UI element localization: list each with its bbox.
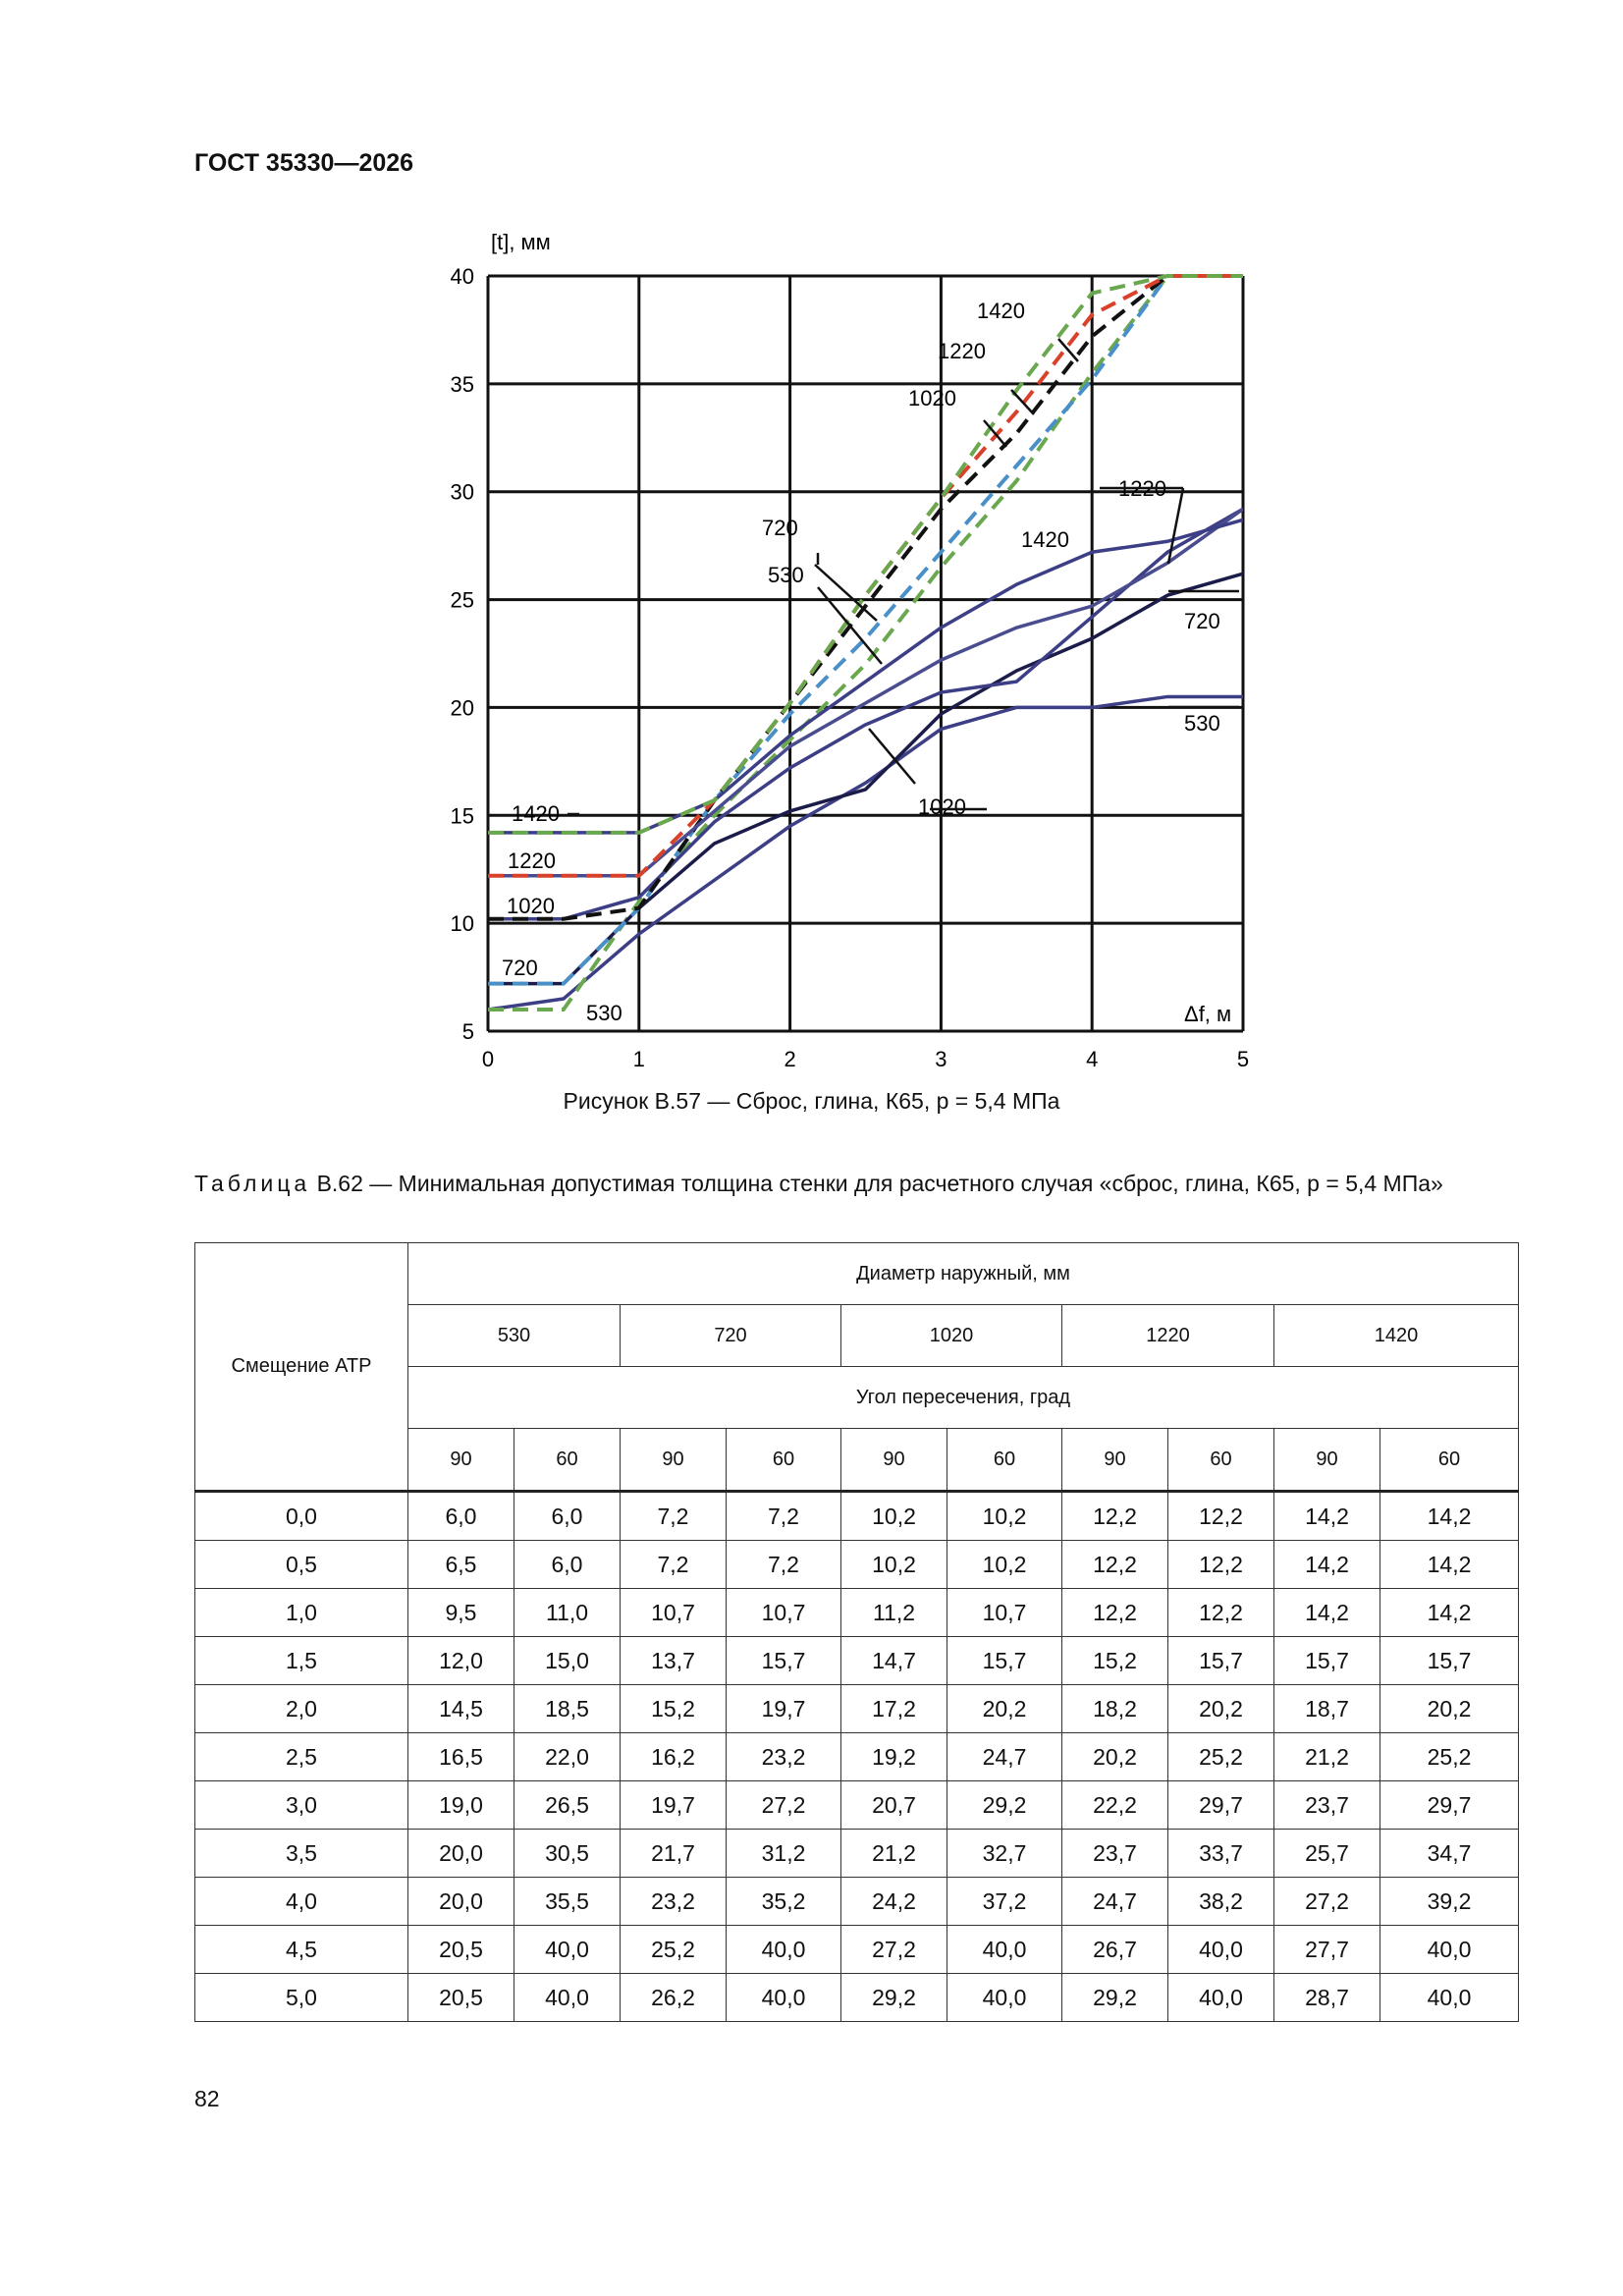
value-cell: 40,0 bbox=[947, 1926, 1062, 1974]
y-tick-label: 25 bbox=[450, 587, 474, 613]
table-row bbox=[195, 1830, 1519, 1878]
value-cell: 20,2 bbox=[947, 1685, 1062, 1733]
angle-header: Угол пересечения, град bbox=[408, 1367, 1519, 1429]
value-cell: 10,7 bbox=[727, 1589, 841, 1637]
table-row bbox=[195, 1878, 1519, 1926]
value-cell: 24,2 bbox=[841, 1878, 947, 1926]
table-row bbox=[195, 1781, 1519, 1830]
value-cell: 20,7 bbox=[841, 1781, 947, 1830]
value-cell: 15,7 bbox=[1274, 1637, 1380, 1685]
y-tick-label: 5 bbox=[461, 1019, 474, 1044]
thickness-chart bbox=[0, 0, 1623, 1080]
value-cell: 23,7 bbox=[1062, 1830, 1168, 1878]
angle-cell: 90 bbox=[621, 1429, 727, 1492]
value-cell: 29,7 bbox=[1380, 1781, 1519, 1830]
offset-cell: 2,0 bbox=[195, 1685, 408, 1733]
value-cell: 21,2 bbox=[1274, 1733, 1380, 1781]
value-cell: 27,2 bbox=[1274, 1878, 1380, 1926]
value-cell: 19,0 bbox=[408, 1781, 514, 1830]
value-cell: 27,2 bbox=[727, 1781, 841, 1830]
value-cell: 29,7 bbox=[1168, 1781, 1274, 1830]
series-annotation: 1220 bbox=[508, 848, 556, 873]
value-cell: 22,0 bbox=[514, 1733, 621, 1781]
value-cell: 40,0 bbox=[514, 1926, 621, 1974]
table-row bbox=[195, 1926, 1519, 1974]
offset-cell: 1,5 bbox=[195, 1637, 408, 1685]
offset-cell: 0,5 bbox=[195, 1541, 408, 1589]
value-cell: 21,2 bbox=[841, 1830, 947, 1878]
series-annotation: 1020 bbox=[507, 894, 555, 918]
value-cell: 40,0 bbox=[514, 1974, 621, 2022]
value-cell: 26,2 bbox=[621, 1974, 727, 2022]
value-cell: 10,7 bbox=[621, 1589, 727, 1637]
value-cell: 14,2 bbox=[1274, 1589, 1380, 1637]
value-cell: 18,7 bbox=[1274, 1685, 1380, 1733]
value-cell: 29,2 bbox=[1062, 1974, 1168, 2022]
value-cell: 15,7 bbox=[1380, 1637, 1519, 1685]
series-line-1420-90 bbox=[488, 519, 1243, 833]
value-cell: 11,2 bbox=[841, 1589, 947, 1637]
value-cell: 34,7 bbox=[1380, 1830, 1519, 1878]
chart-annotations bbox=[502, 299, 1239, 1025]
series-line-530-90 bbox=[488, 696, 1243, 1010]
value-cell: 40,0 bbox=[727, 1926, 841, 1974]
value-cell: 12,2 bbox=[1168, 1589, 1274, 1637]
value-cell: 12,2 bbox=[1168, 1492, 1274, 1541]
x-tick-label: 0 bbox=[481, 1047, 495, 1071]
table-row bbox=[195, 1637, 1519, 1685]
value-cell: 20,5 bbox=[408, 1974, 514, 2022]
series-annotation: 1020 bbox=[918, 794, 966, 819]
value-cell: 25,7 bbox=[1274, 1830, 1380, 1878]
table-row bbox=[195, 1974, 1519, 2022]
series-annotation: 1220 bbox=[938, 339, 986, 363]
value-cell: 14,5 bbox=[408, 1685, 514, 1733]
value-cell: 23,2 bbox=[621, 1878, 727, 1926]
series-annotation: 530 bbox=[768, 563, 804, 587]
series-line-1020-90 bbox=[488, 509, 1243, 918]
value-cell: 40,0 bbox=[1168, 1974, 1274, 2022]
value-cell: 23,2 bbox=[727, 1733, 841, 1781]
diameter-720: 720 bbox=[621, 1305, 841, 1367]
series-annotation: 1020 bbox=[908, 386, 956, 410]
value-cell: 21,7 bbox=[621, 1830, 727, 1878]
x-tick-label: 5 bbox=[1236, 1047, 1250, 1071]
table-row bbox=[195, 1492, 1519, 1541]
angle-cell: 60 bbox=[514, 1429, 621, 1492]
value-cell: 30,5 bbox=[514, 1830, 621, 1878]
value-cell: 29,2 bbox=[841, 1974, 947, 2022]
x-axis-label: Δf, м bbox=[1184, 1002, 1232, 1026]
value-cell: 31,2 bbox=[727, 1830, 841, 1878]
y-tick-label: 30 bbox=[450, 479, 474, 505]
value-cell: 40,0 bbox=[1380, 1926, 1519, 1974]
offset-cell: 3,0 bbox=[195, 1781, 408, 1830]
diameter-1020: 1020 bbox=[841, 1305, 1062, 1367]
value-cell: 15,7 bbox=[947, 1637, 1062, 1685]
document-header: ГОСТ 35330—2026 bbox=[194, 149, 414, 177]
value-cell: 14,2 bbox=[1380, 1541, 1519, 1589]
value-cell: 26,5 bbox=[514, 1781, 621, 1830]
series-annotation: 1420 bbox=[977, 299, 1025, 323]
value-cell: 6,0 bbox=[408, 1492, 514, 1541]
value-cell: 20,2 bbox=[1062, 1733, 1168, 1781]
value-cell: 9,5 bbox=[408, 1589, 514, 1637]
value-cell: 12,0 bbox=[408, 1637, 514, 1685]
value-cell: 29,2 bbox=[947, 1781, 1062, 1830]
value-cell: 12,2 bbox=[1062, 1541, 1168, 1589]
value-cell: 20,5 bbox=[408, 1926, 514, 1974]
value-cell: 20,0 bbox=[408, 1830, 514, 1878]
offset-cell: 5,0 bbox=[195, 1974, 408, 2022]
value-cell: 7,2 bbox=[727, 1492, 841, 1541]
x-tick-label: 3 bbox=[935, 1047, 947, 1071]
series-annotation: 530 bbox=[586, 1001, 622, 1025]
value-cell: 10,2 bbox=[947, 1492, 1062, 1541]
value-cell: 22,2 bbox=[1062, 1781, 1168, 1830]
diameter-530: 530 bbox=[408, 1305, 621, 1367]
value-cell: 16,2 bbox=[621, 1733, 727, 1781]
table-body bbox=[195, 1492, 1519, 2022]
value-cell: 6,0 bbox=[514, 1541, 621, 1589]
series-line-1220-90 bbox=[488, 509, 1243, 876]
series-annotation: 720 bbox=[762, 516, 798, 540]
series-line-1220-60 bbox=[488, 276, 1243, 876]
value-cell: 10,2 bbox=[841, 1492, 947, 1541]
value-cell: 20,2 bbox=[1380, 1685, 1519, 1733]
y-tick-label: 35 bbox=[450, 371, 474, 397]
value-cell: 12,2 bbox=[1062, 1589, 1168, 1637]
angle-cell: 60 bbox=[1380, 1429, 1519, 1492]
x-tick-label: 2 bbox=[784, 1047, 796, 1071]
angle-cell: 60 bbox=[947, 1429, 1062, 1492]
series-line-1420-60 bbox=[488, 276, 1243, 833]
value-cell: 7,2 bbox=[621, 1492, 727, 1541]
diameter-1420: 1420 bbox=[1274, 1305, 1519, 1367]
value-cell: 18,2 bbox=[1062, 1685, 1168, 1733]
value-cell: 14,2 bbox=[1380, 1589, 1519, 1637]
table-row bbox=[195, 1589, 1519, 1637]
value-cell: 28,7 bbox=[1274, 1974, 1380, 2022]
value-cell: 14,7 bbox=[841, 1637, 947, 1685]
value-cell: 10,7 bbox=[947, 1589, 1062, 1637]
chart-grid bbox=[488, 276, 1243, 1031]
table-row bbox=[195, 1541, 1519, 1589]
y-tick-label: 10 bbox=[450, 911, 474, 937]
value-cell: 6,0 bbox=[514, 1492, 621, 1541]
value-cell: 12,2 bbox=[1062, 1492, 1168, 1541]
offset-cell: 1,0 bbox=[195, 1589, 408, 1637]
diameter-header: Диаметр наружный, мм bbox=[408, 1243, 1519, 1305]
angle-cell: 90 bbox=[1274, 1429, 1380, 1492]
series-annotation: 1220 bbox=[1118, 476, 1166, 501]
value-cell: 15,2 bbox=[1062, 1637, 1168, 1685]
value-cell: 40,0 bbox=[1380, 1974, 1519, 2022]
value-cell: 27,2 bbox=[841, 1926, 947, 1974]
value-cell: 14,2 bbox=[1274, 1492, 1380, 1541]
value-cell: 10,2 bbox=[947, 1541, 1062, 1589]
value-cell: 14,2 bbox=[1380, 1492, 1519, 1541]
value-cell: 23,7 bbox=[1274, 1781, 1380, 1830]
value-cell: 25,2 bbox=[1168, 1733, 1274, 1781]
angle-cell: 90 bbox=[841, 1429, 947, 1492]
value-cell: 35,5 bbox=[514, 1878, 621, 1926]
value-cell: 7,2 bbox=[621, 1541, 727, 1589]
angle-cell: 90 bbox=[1062, 1429, 1168, 1492]
diameter-1220: 1220 bbox=[1062, 1305, 1274, 1367]
value-cell: 18,5 bbox=[514, 1685, 621, 1733]
value-cell: 12,2 bbox=[1168, 1541, 1274, 1589]
table-caption bbox=[194, 1171, 1517, 1197]
value-cell: 27,7 bbox=[1274, 1926, 1380, 1974]
value-cell: 40,0 bbox=[947, 1974, 1062, 2022]
angle-cell: 60 bbox=[727, 1429, 841, 1492]
value-cell: 19,2 bbox=[841, 1733, 947, 1781]
offset-cell: 0,0 bbox=[195, 1492, 408, 1541]
y-tick-label: 40 bbox=[450, 264, 474, 289]
value-cell: 25,2 bbox=[621, 1926, 727, 1974]
offset-cell: 4,0 bbox=[195, 1878, 408, 1926]
table-row bbox=[195, 1733, 1519, 1781]
offset-cell: 3,5 bbox=[195, 1830, 408, 1878]
angle-cell: 90 bbox=[408, 1429, 514, 1492]
value-cell: 35,2 bbox=[727, 1878, 841, 1926]
x-tick-label: 4 bbox=[1086, 1047, 1099, 1071]
series-annotation: 720 bbox=[1184, 609, 1220, 633]
thickness-table bbox=[194, 1242, 1519, 2022]
page-number: 82 bbox=[194, 2086, 220, 2111]
y-axis-label: [t], мм bbox=[491, 230, 551, 254]
y-tick-label: 15 bbox=[450, 803, 474, 829]
value-cell: 40,0 bbox=[1168, 1926, 1274, 1974]
table-caption-text: В.62 — Минимальная допустимая толщина стенки для расчетного случая «сброс, глина, К65, р = 5,4 МПа» bbox=[316, 1171, 1443, 1196]
value-cell: 26,7 bbox=[1062, 1926, 1168, 1974]
value-cell: 13,7 bbox=[621, 1637, 727, 1685]
value-cell: 40,0 bbox=[727, 1974, 841, 2022]
value-cell: 25,2 bbox=[1380, 1733, 1519, 1781]
row-header: Смещение АТР bbox=[195, 1243, 408, 1492]
value-cell: 17,2 bbox=[841, 1685, 947, 1733]
value-cell: 32,7 bbox=[947, 1830, 1062, 1878]
series-annotation: 1420 bbox=[1021, 527, 1069, 552]
value-cell: 20,2 bbox=[1168, 1685, 1274, 1733]
value-cell: 20,0 bbox=[408, 1878, 514, 1926]
y-tick-label: 20 bbox=[450, 695, 474, 721]
angle-cell: 60 bbox=[1168, 1429, 1274, 1492]
value-cell: 19,7 bbox=[727, 1685, 841, 1733]
offset-cell: 2,5 bbox=[195, 1733, 408, 1781]
value-cell: 6,5 bbox=[408, 1541, 514, 1589]
x-tick-label: 1 bbox=[632, 1047, 645, 1071]
value-cell: 33,7 bbox=[1168, 1830, 1274, 1878]
series-line-1020-60 bbox=[488, 276, 1243, 919]
value-cell: 19,7 bbox=[621, 1781, 727, 1830]
value-cell: 15,7 bbox=[1168, 1637, 1274, 1685]
value-cell: 24,7 bbox=[947, 1733, 1062, 1781]
value-cell: 39,2 bbox=[1380, 1878, 1519, 1926]
value-cell: 15,2 bbox=[621, 1685, 727, 1733]
value-cell: 11,0 bbox=[514, 1589, 621, 1637]
value-cell: 15,0 bbox=[514, 1637, 621, 1685]
table-row bbox=[195, 1685, 1519, 1733]
value-cell: 15,7 bbox=[727, 1637, 841, 1685]
value-cell: 14,2 bbox=[1274, 1541, 1380, 1589]
series-annotation: 530 bbox=[1184, 711, 1220, 736]
value-cell: 10,2 bbox=[841, 1541, 947, 1589]
table-caption-label: Таблица bbox=[194, 1171, 311, 1196]
offset-cell: 4,5 bbox=[195, 1926, 408, 1974]
series-annotation: 1420 bbox=[512, 801, 560, 826]
series-annotation: 720 bbox=[502, 956, 538, 980]
value-cell: 37,2 bbox=[947, 1878, 1062, 1926]
value-cell: 38,2 bbox=[1168, 1878, 1274, 1926]
value-cell: 16,5 bbox=[408, 1733, 514, 1781]
value-cell: 24,7 bbox=[1062, 1878, 1168, 1926]
value-cell: 7,2 bbox=[727, 1541, 841, 1589]
figure-caption: Рисунок В.57 — Сброс, глина, К65, р = 5,4 МПа bbox=[563, 1088, 1060, 1114]
